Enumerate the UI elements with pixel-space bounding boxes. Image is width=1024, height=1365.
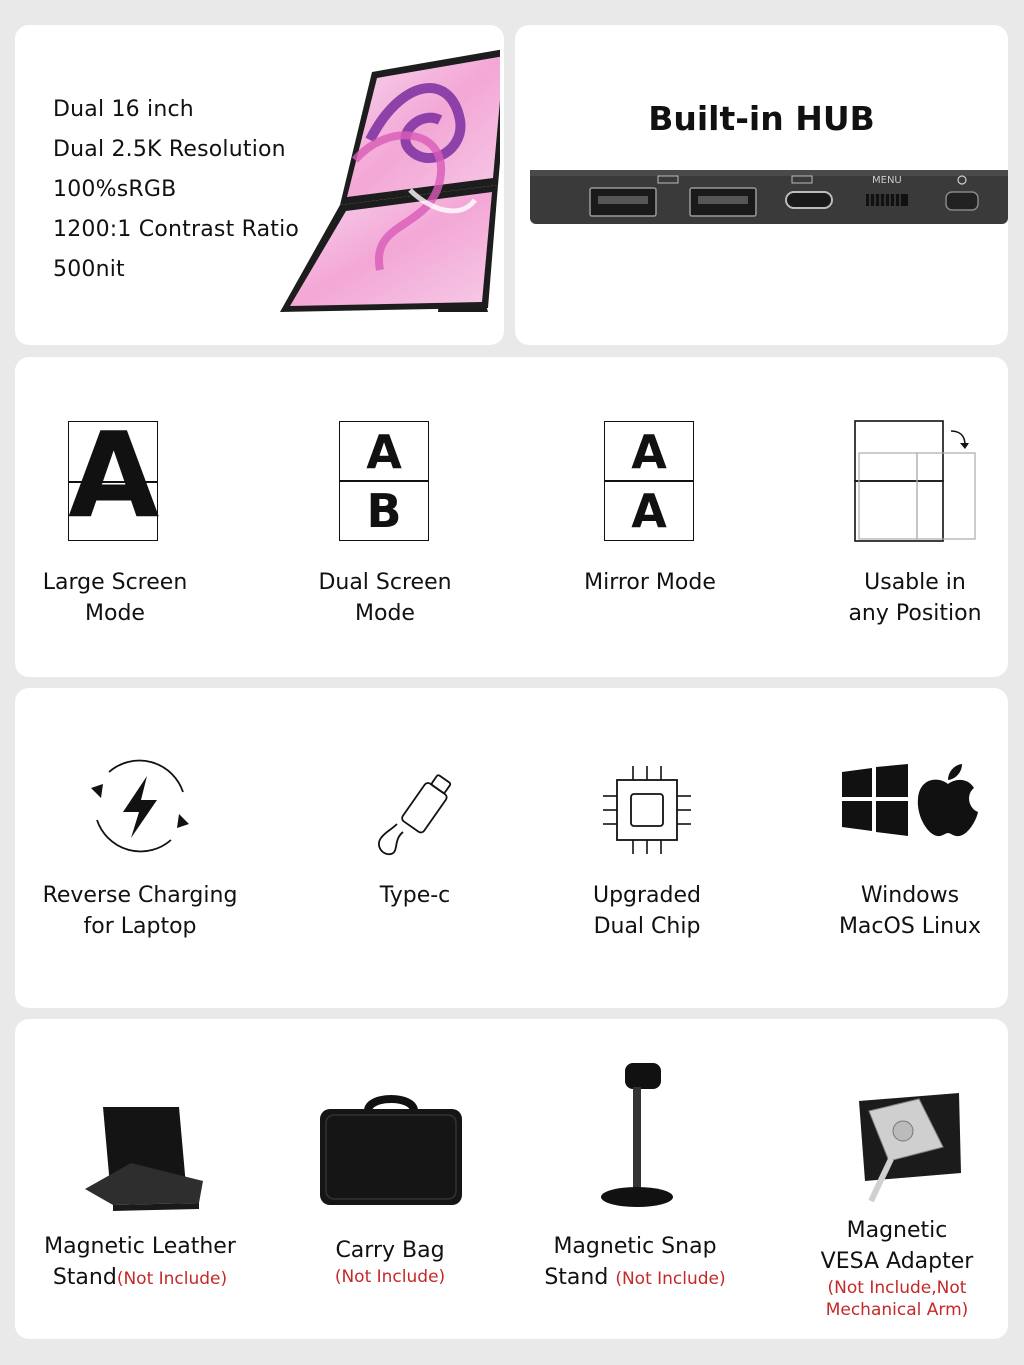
- mode-mirror: [550, 357, 750, 677]
- chip-icon: [601, 764, 693, 856]
- specs-card: [15, 25, 504, 345]
- accessory-carry-bag-label: Carry Bag (Not Include): [290, 1235, 490, 1288]
- spec-color-gamut: 100%sRGB: [53, 177, 177, 202]
- feature-os-label: Windows MacOS Linux: [838, 883, 982, 939]
- not-include-note: (Not Include): [116, 1269, 228, 1289]
- snap-stand-image: [597, 1061, 677, 1209]
- charging-icon: [87, 754, 193, 858]
- feature-type-c-label: Type-c: [379, 883, 451, 908]
- spec-resolution: Dual 2.5K Resolution: [53, 137, 286, 162]
- accessory-snap-stand: [535, 1019, 735, 1339]
- not-include-note: (Not Include,Not: [827, 1278, 967, 1298]
- features-card: [15, 688, 1008, 1008]
- accessory-carry-bag: [290, 1019, 490, 1339]
- not-include-note: (Not Include): [615, 1269, 726, 1289]
- accessory-snap-stand-label: Magnetic Snap Stand (Not Include): [544, 1234, 726, 1290]
- accessory-vesa-adapter: [797, 1019, 997, 1339]
- hub-ports-image: [530, 168, 1008, 228]
- feature-os-support: [810, 688, 1010, 1008]
- feature-dual-chip-label: Upgraded Dual Chip: [592, 883, 702, 939]
- mirror-bottom-letter: A: [604, 480, 694, 541]
- mode-large-screen-label: Large Screen Mode: [42, 570, 188, 626]
- carry-bag-image: [318, 1093, 464, 1209]
- not-include-note: (Not Include): [334, 1267, 446, 1287]
- spec-brightness: 500nit: [53, 257, 125, 282]
- hub-card: [515, 25, 1008, 345]
- hub-menu-label: MENU: [872, 175, 902, 186]
- windows-icon: [842, 764, 908, 836]
- dual-monitor-image: [260, 40, 500, 320]
- vesa-adapter-image: [851, 1089, 963, 1205]
- apple-icon: [916, 762, 980, 838]
- accessories-card: [15, 1019, 1008, 1339]
- accessory-leather-stand: [25, 1019, 255, 1339]
- accessory-vesa-label: Magnetic VESA Adapter (Not Include,Not Mechanical Arm): [797, 1215, 997, 1321]
- mode-large-screen: [15, 357, 215, 677]
- hub-title: Built-in HUB: [648, 99, 875, 138]
- mode-mirror-label: Mirror Mode: [584, 570, 716, 595]
- dual-screen-top-letter: A: [339, 421, 429, 482]
- accessory-leather-stand-label: Magnetic Leather Stand(Not Include): [44, 1234, 236, 1290]
- modes-card: [15, 357, 1008, 677]
- feature-reverse-charging: [25, 688, 255, 1008]
- spec-size: Dual 16 inch: [53, 97, 194, 122]
- rotate-screens-icon: [853, 419, 983, 545]
- dual-screen-bottom-letter: B: [339, 480, 429, 541]
- spec-contrast: 1200:1 Contrast Ratio: [53, 217, 300, 242]
- mode-dual-screen-label: Dual Screen Mode: [318, 570, 452, 626]
- mode-any-position: [815, 357, 1015, 677]
- mirror-top-letter: A: [604, 421, 694, 482]
- feature-dual-chip: [547, 688, 747, 1008]
- leather-stand-image: [83, 1103, 203, 1213]
- mode-dual-screen: [285, 357, 485, 677]
- mode-any-position-label: Usable in any Position: [848, 570, 982, 626]
- usb-c-cable-icon: [371, 768, 463, 858]
- large-screen-letter: A: [68, 406, 160, 544]
- feature-reverse-charging-label: Reverse Charging for Laptop: [42, 883, 238, 939]
- feature-type-c: [315, 688, 515, 1008]
- not-include-note-2: Mechanical Arm): [825, 1300, 969, 1320]
